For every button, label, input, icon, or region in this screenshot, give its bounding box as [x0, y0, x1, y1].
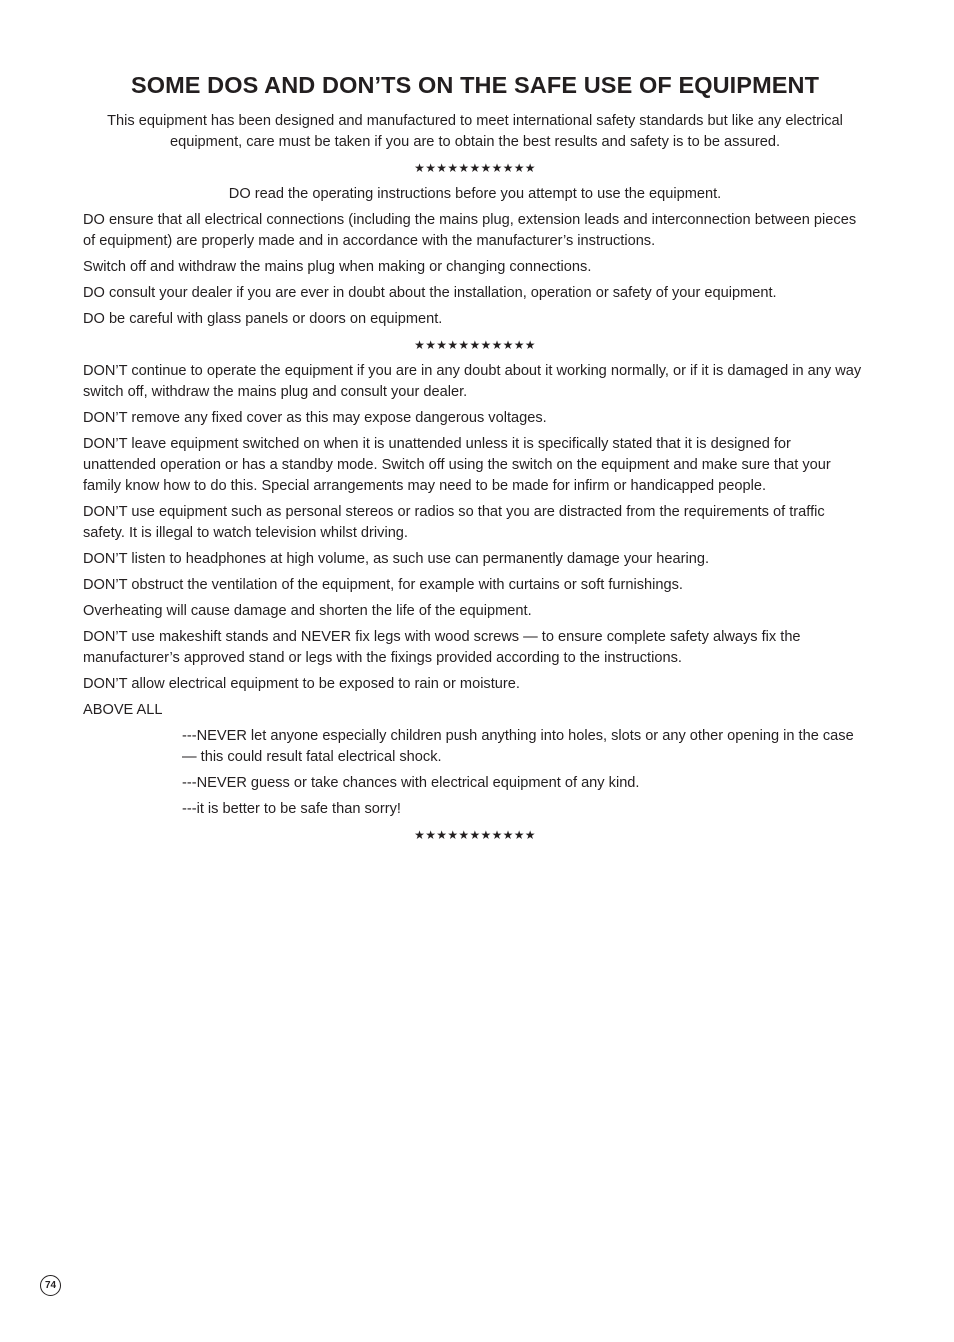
dont-item: DON’T continue to operate the equipment if you are in any doubt about it working normally, or if it is damaged in any way switch off, withdraw the mains plug and consult your dealer.	[83, 363, 862, 400]
dont-item: DON’T listen to headphones at high volume, as such use can permanently damage your hearing.	[83, 551, 710, 567]
do-item: Switch off and withdraw the mains plug when making or changing connections.	[83, 259, 592, 275]
dont-item: DON’T leave equipment switched on when it is unattended unless it is specifically stated that it is designed for unattended operation or has a standby mode. Switch off using the switch on the equipment and make sure that your family know how to do this. Special arrangements may need to be made for infirm or handicapped people.	[83, 436, 831, 494]
do-item: DO ensure that all electrical connections (including the mains plug, extension leads and interconnection between pieces of equipment) are properly made and in accordance with the manufacturer’s instructions.	[83, 212, 857, 249]
star-separator: ★★★★★★★★★★★	[414, 161, 536, 175]
dont-item: Overheating will cause damage and shorten the life of the equipment.	[83, 603, 532, 619]
star-separator: ★★★★★★★★★★★	[414, 338, 536, 352]
do-item: DO consult your dealer if you are ever in doubt about the installation, operation or safety of your equipment.	[83, 285, 777, 301]
page-title: SOME DOS AND DON’TS ON THE SAFE USE OF EQUIPMENT	[130, 72, 820, 98]
page-number: 74	[44, 1280, 57, 1291]
dont-item: DON’T use makeshift stands and NEVER fix legs with wood screws — to ensure complete safety always fix the manufacturer’s approved stand or legs with the fixings provided according to the instructions.	[83, 629, 801, 666]
page-number-badge	[40, 1275, 61, 1296]
above-all-label: ABOVE ALL	[83, 702, 163, 718]
dont-item: DON’T allow electrical equipment to be exposed to rain or moisture.	[83, 676, 520, 692]
above-all-item: ---NEVER guess or take chances with electrical equipment of any kind.	[182, 775, 640, 791]
dont-item: DON’T remove any fixed cover as this may expose dangerous voltages.	[83, 410, 547, 426]
intro-paragraph: This equipment has been designed and manufactured to meet international safety standards but like any electrical equipment, care must be taken if you are to obtain the best results and safety is to be assured.	[107, 113, 843, 150]
dont-item: DON’T obstruct the ventilation of the equipment, for example with curtains or soft furnishings.	[83, 577, 683, 593]
do-read-instructions: DO read the operating instructions before you attempt to use the equipment.	[228, 186, 722, 202]
safety-page	[83, 72, 867, 851]
star-separator: ★★★★★★★★★★★	[414, 828, 536, 842]
dont-item: DON’T use equipment such as personal stereos or radios so that you are distracted from the requirements of traffic safety. It is illegal to watch television whilst driving.	[83, 504, 825, 541]
do-item: DO be careful with glass panels or doors on equipment.	[83, 311, 443, 327]
above-all-item: ---NEVER let anyone especially children push anything into holes, slots or any other opening in the case — this could result fatal electrical shock.	[182, 728, 854, 765]
above-all-item: ---it is better to be safe than sorry!	[182, 801, 401, 817]
